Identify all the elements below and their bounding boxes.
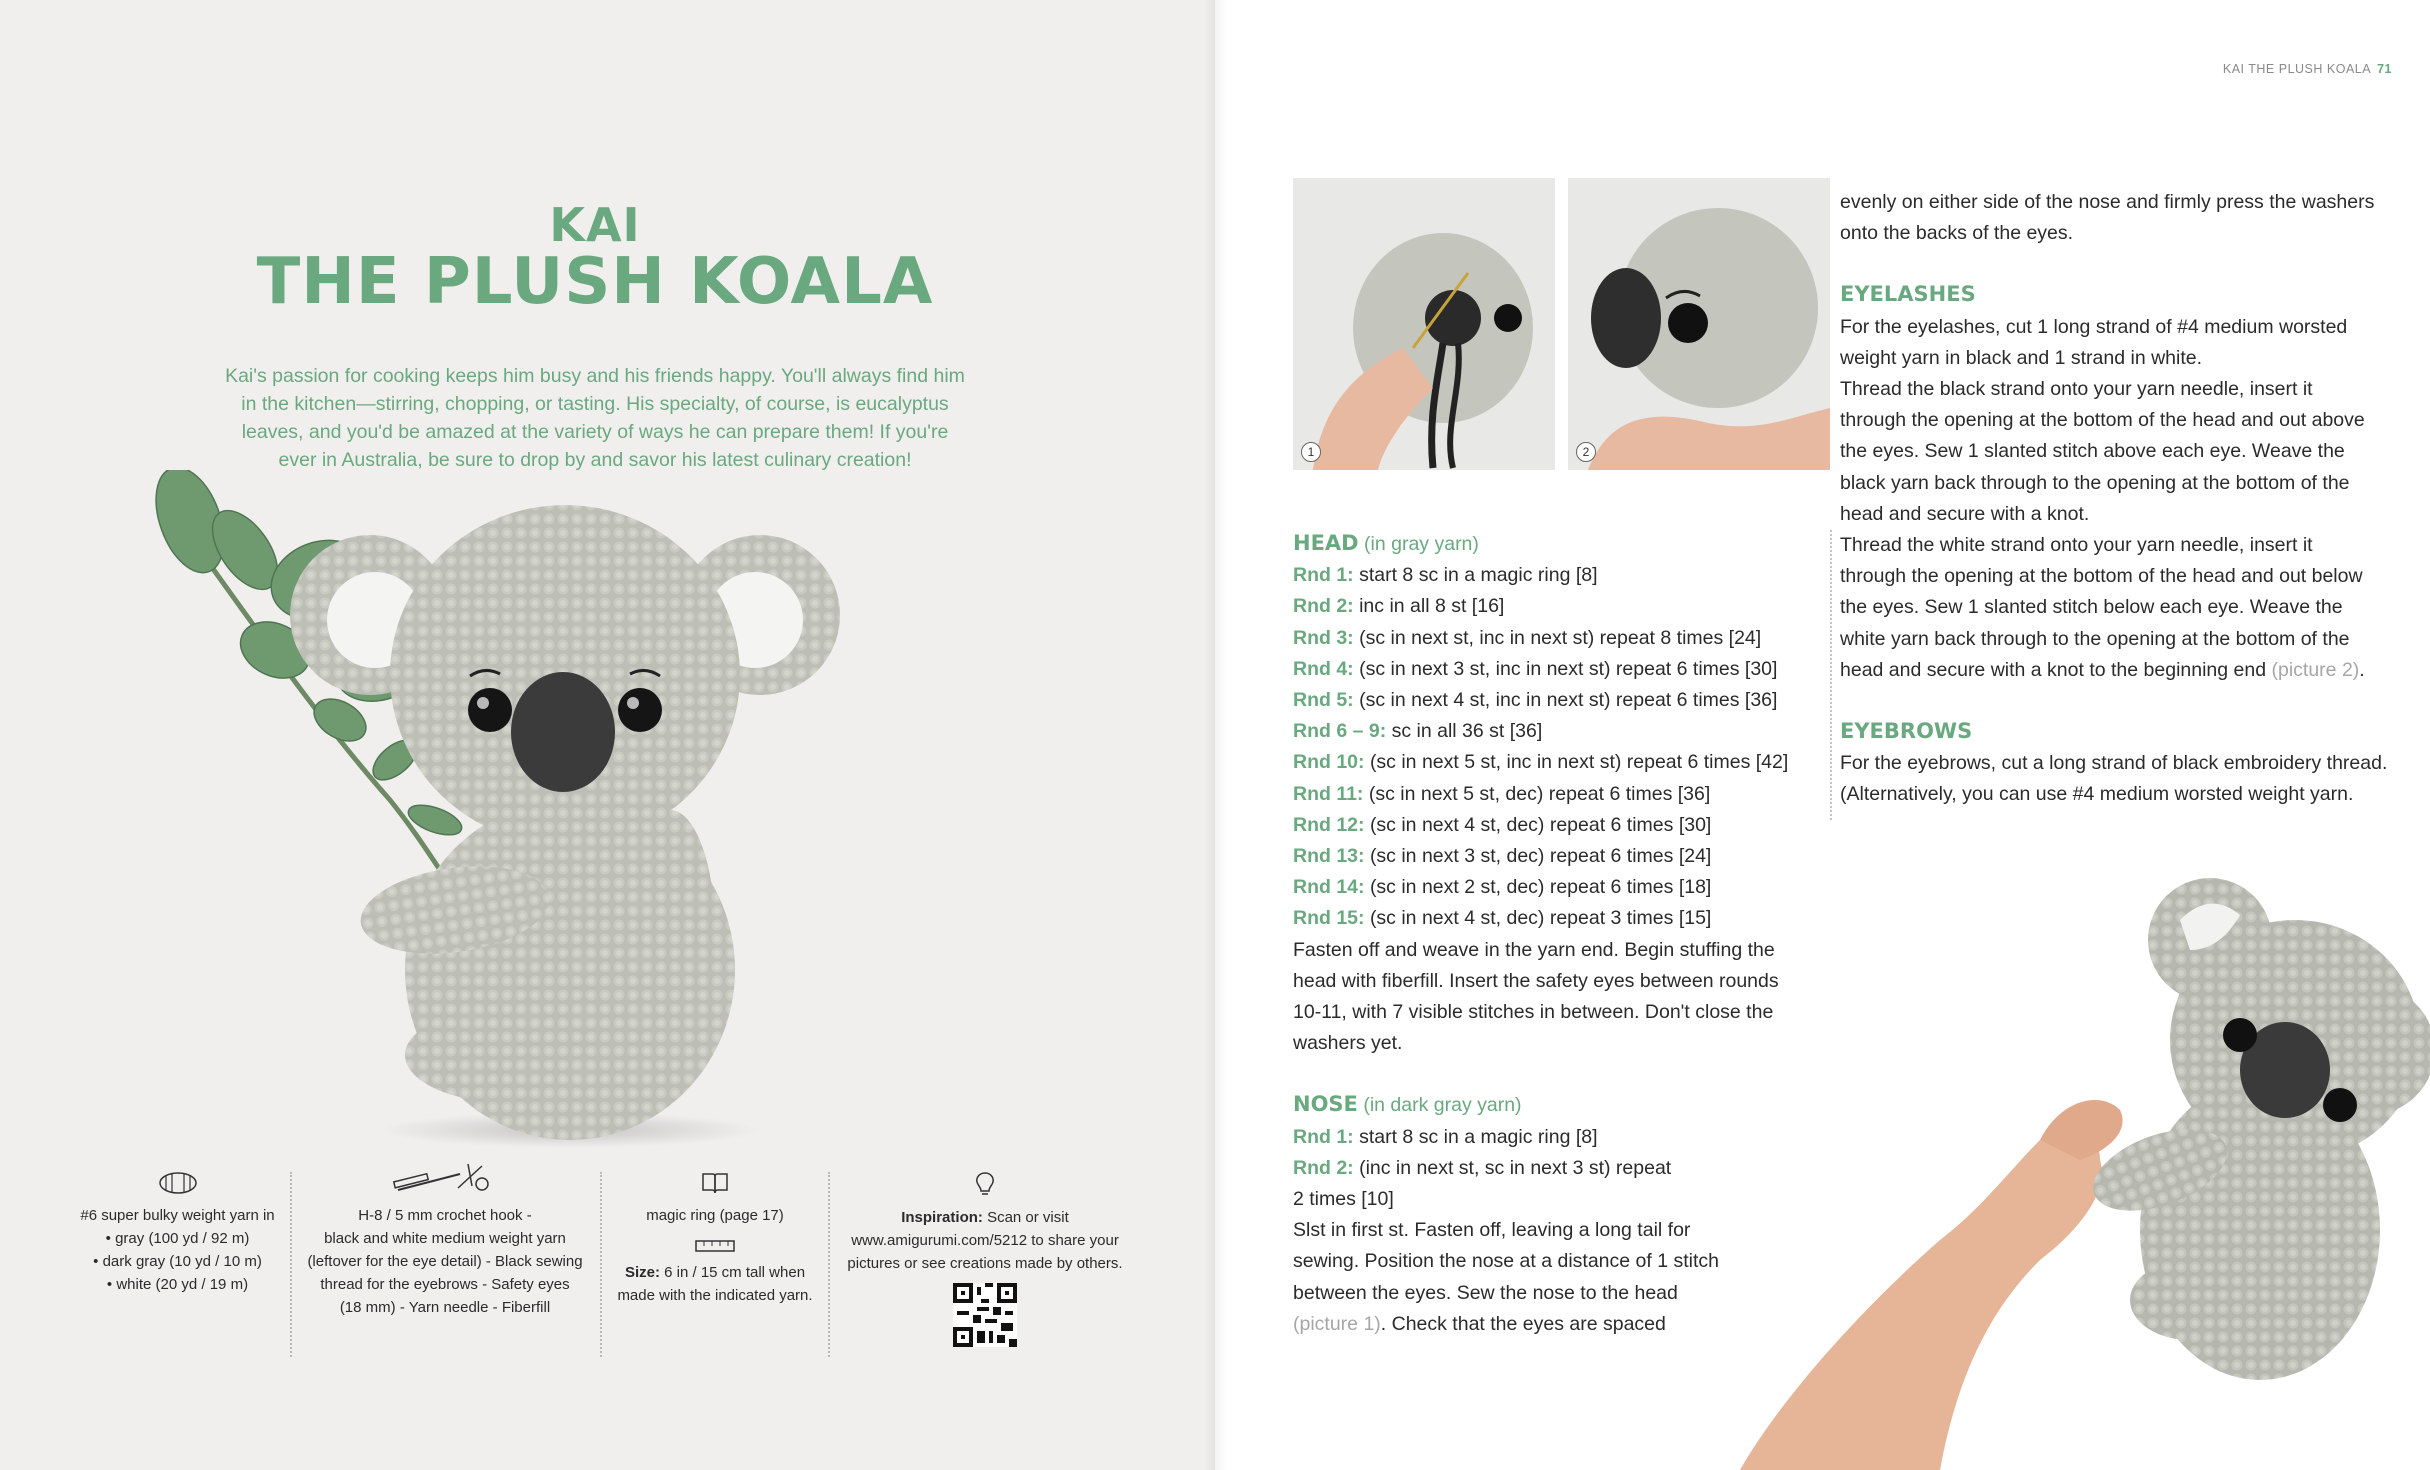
- round-line: [1293, 623, 1823, 654]
- title-kai: KAI: [549, 198, 641, 252]
- step-photo-1: [1293, 178, 1555, 470]
- head-finish-line: 10-11, with 7 visible stitches in between. Don't close the: [1293, 1001, 1774, 1024]
- eyelashes-line: head and secure with a knot.: [1840, 502, 2090, 525]
- eyelashes-line: the eyes. Sew 1 slanted stitch below each eye. Weave the: [1840, 596, 2343, 619]
- eyelashes-line: black yarn back through to the opening at the bottom of the: [1840, 471, 2350, 494]
- size-value: 6 in / 15 cm tall when: [664, 1264, 806, 1281]
- round-label: Rnd 11:: [1293, 782, 1364, 805]
- size-line: [605, 1261, 825, 1284]
- materials-tools: [295, 1160, 595, 1319]
- round-label: Rnd 10:: [1293, 751, 1365, 774]
- continuation-line: onto the backs of the eyes.: [1840, 222, 2074, 245]
- round-line: [1293, 654, 1823, 685]
- page-title: THE PLUSH KOALA: [256, 245, 934, 319]
- round-text: start 8 sc in a magic ring [8]: [1359, 1125, 1598, 1148]
- section-gap: [1840, 249, 2400, 279]
- round-label: Rnd 13:: [1293, 845, 1365, 868]
- eyelashes-line: through the opening at the bottom of the head and out below: [1840, 565, 2363, 588]
- round-text: (sc in next 5 st, dec) repeat 6 times [36]: [1368, 782, 1711, 805]
- eyelashes-line: Thread the black strand onto your yarn needle, insert it: [1840, 378, 2313, 401]
- section-gap: [1840, 686, 2400, 716]
- round-label: Rnd 3:: [1293, 626, 1354, 649]
- round-label: Rnd 2:: [1293, 595, 1354, 618]
- round-text: (sc in next 5 st, inc in next st) repeat 6 times [42]: [1369, 751, 1789, 774]
- eyebrows-line: For the eyebrows, cut a long strand of black embroidery thread.: [1840, 752, 2388, 775]
- intro-line: Kai's passion for cooking keeps him busy and his friends happy. You'll always find him: [225, 365, 965, 387]
- round-line: [1293, 685, 1823, 716]
- photo-number-2: 2: [1576, 442, 1596, 462]
- round-line: [1293, 747, 1823, 778]
- head-finish-line: Fasten off and weave in the yarn end. Begin stuffing the: [1293, 938, 1775, 961]
- round-text: (inc in next st, sc in next 3 st) repeat: [1359, 1156, 1672, 1179]
- round-text: (sc in next 4 st, dec) repeat 6 times [30]: [1369, 813, 1712, 836]
- round-text: inc in all 8 st [16]: [1359, 595, 1505, 618]
- round-text: (sc in next 2 st, dec) repeat 6 times [18]: [1369, 876, 1712, 899]
- intro-line: ever in Australia, be sure to drop by and savor his latest culinary creation!: [278, 449, 912, 471]
- inspiration-text: Scan or visit: [987, 1209, 1069, 1226]
- intro-line: in the kitchen—stirring, chopping, or tasting. His specialty, of course, is eucalyptus: [241, 393, 949, 415]
- materials-inspiration: [835, 1170, 1135, 1347]
- round-text: sc in all 36 st [36]: [1391, 720, 1543, 743]
- round-label: Rnd 5:: [1293, 689, 1354, 712]
- round-text: (sc in next 4 st, dec) repeat 3 times [15]: [1369, 907, 1712, 930]
- eyelashes-line: through the opening at the bottom of the head and out above: [1840, 409, 2365, 432]
- yarn-line: • gray (100 yd / 92 m): [105, 1230, 250, 1247]
- picture-reference: (picture 2): [2271, 658, 2360, 681]
- yarn-line: • white (20 yd / 19 m): [106, 1276, 249, 1293]
- instructions-column-2: [1840, 187, 2400, 811]
- book-icon: [700, 1170, 730, 1196]
- round-line: [1293, 591, 1823, 622]
- size-line: made with the indicated yarn.: [617, 1287, 813, 1304]
- inspiration-text: to share your: [1031, 1232, 1119, 1249]
- eyebrows-line: (Alternatively, you can use #4 medium worsted weight yarn.: [1840, 783, 2354, 806]
- picture-reference: (picture 1): [1293, 1312, 1381, 1335]
- crochet-hook-icon: [390, 1160, 500, 1196]
- materials-technique: [605, 1170, 825, 1307]
- round-label: Rnd 6 – 9:: [1293, 720, 1387, 743]
- round-text: start 8 sc in a magic ring [8]: [1359, 564, 1598, 587]
- round-text: (sc in next 4 st, inc in next st) repeat 6 times [36]: [1359, 689, 1778, 712]
- book-spine: [1203, 0, 1227, 1470]
- ruler-icon: [695, 1239, 735, 1253]
- round-label: Rnd 12:: [1293, 813, 1365, 836]
- round-label: Rnd 2:: [1293, 1156, 1354, 1179]
- step-photo-2: [1568, 178, 1830, 470]
- eyelashes-line: weight yarn in black and 1 strand in white.: [1840, 346, 2203, 369]
- nose-subtitle: (in dark gray yarn): [1363, 1094, 1522, 1117]
- eyebrows-title: EYEBROWS: [1840, 719, 1973, 744]
- round-label: Rnd 1:: [1293, 564, 1354, 587]
- head-title: HEAD: [1293, 531, 1359, 555]
- inspiration-line: [835, 1229, 1135, 1252]
- round-text: (sc in next st, inc in next st) repeat 8 times [24]: [1359, 626, 1762, 649]
- continuation-line: evenly on either side of the nose and firmly press the washers: [1840, 191, 2375, 213]
- column-divider: [1830, 530, 1832, 820]
- round-label: Rnd 4:: [1293, 657, 1354, 680]
- tools-line: (leftover for the eye detail) - Black sewing: [307, 1253, 583, 1270]
- round-line: [1293, 779, 1823, 810]
- nose-title: NOSE: [1293, 1092, 1358, 1117]
- yarn-line: • dark gray (10 yd / 10 m): [93, 1253, 262, 1270]
- running-head-title: KAI THE PLUSH KOALA: [2222, 62, 2372, 76]
- round-label: Rnd 14:: [1293, 876, 1365, 899]
- round-line: [1293, 810, 1823, 841]
- size-label: Size:: [624, 1264, 660, 1281]
- inspiration-line: [835, 1206, 1135, 1229]
- round-text: (sc in next 3 st, inc in next st) repeat 6 times [30]: [1359, 657, 1778, 680]
- tools-line: thread for the eyebrows - Safety eyes: [320, 1276, 570, 1293]
- intro-paragraph: [225, 362, 965, 474]
- head-finish-line: washers yet.: [1293, 1032, 1403, 1055]
- eyelashes-line: Thread the white strand onto your yarn needle, insert it: [1840, 534, 2313, 557]
- round-label: Rnd 1:: [1293, 1125, 1354, 1148]
- round-line: [1293, 716, 1823, 747]
- head-section-heading: [1293, 528, 1823, 560]
- head-stitching-photo: [1293, 178, 1555, 470]
- page-number: 71: [2377, 62, 2392, 76]
- round-continuation: 2 times [10]: [1293, 1188, 1394, 1211]
- intro-line: leaves, and you'd be amazed at the variety of ways he can prepare them! If you're: [241, 421, 949, 443]
- inspiration-url[interactable]: www.amigurumi.com/5212: [851, 1232, 1028, 1249]
- nose-finish-line: between the eyes. Sew the nose to the head: [1293, 1281, 1678, 1304]
- running-head: [2223, 62, 2392, 76]
- head-with-eyes-photo: [1568, 178, 1830, 470]
- eyelashes-end: .: [2359, 658, 2365, 681]
- eyelashes-line: [1840, 655, 2400, 686]
- head-finish-line: head with fiberfill. Insert the safety eyes between rounds: [1293, 969, 1779, 992]
- materials-divider: [600, 1172, 602, 1357]
- yarn-skein-icon: [156, 1170, 200, 1196]
- eyelashes-text: head and secure with a knot to the beginning end: [1840, 658, 2267, 681]
- photo-number-1: 1: [1301, 442, 1321, 462]
- koala-photo: [150, 470, 950, 1150]
- hand-holding-koala-photo: [1740, 840, 2430, 1470]
- round-text: (sc in next 3 st, dec) repeat 6 times [24]: [1369, 845, 1712, 868]
- eyebrows-section-heading: [1840, 716, 2400, 748]
- eyelashes-line: the eyes. Sew 1 slanted stitch above each eye. Weave the: [1840, 440, 2345, 463]
- technique-text: magic ring (page 17): [646, 1207, 784, 1224]
- inspiration-line: pictures or see creations made by others.: [847, 1255, 1123, 1272]
- tools-line: black and white medium weight yarn: [324, 1230, 566, 1247]
- tools-line: (18 mm) - Yarn needle - Fiberfill: [339, 1299, 551, 1316]
- lightbulb-icon: [973, 1170, 997, 1198]
- qr-code-icon[interactable]: [953, 1283, 1017, 1347]
- nose-finish-text: . Check that the eyes are spaced: [1380, 1312, 1666, 1335]
- head-subtitle: (in gray yarn): [1364, 533, 1479, 555]
- round-line: [1293, 560, 1823, 591]
- round-label: Rnd 15:: [1293, 907, 1365, 930]
- nose-finish-line: sewing. Position the nose at a distance of 1 stitch: [1293, 1250, 1720, 1273]
- eyelashes-title: EYELASHES: [1840, 282, 1976, 307]
- materials-divider: [828, 1172, 830, 1357]
- materials-yarn: [60, 1170, 295, 1296]
- tools-line: H-8 / 5 mm crochet hook -: [358, 1207, 532, 1224]
- materials-divider: [290, 1172, 292, 1357]
- eyelashes-line: For the eyelashes, cut 1 long strand of #4 medium worsted: [1840, 315, 2348, 338]
- eyelashes-line: white yarn back through to the opening at the bottom of the: [1840, 627, 2350, 650]
- nose-finish-line: Slst in first st. Fasten off, leaving a long tail for: [1293, 1219, 1691, 1242]
- eyelashes-section-heading: [1840, 279, 2400, 311]
- inspiration-label: Inspiration:: [901, 1209, 983, 1226]
- yarn-line: #6 super bulky weight yarn in: [80, 1207, 275, 1224]
